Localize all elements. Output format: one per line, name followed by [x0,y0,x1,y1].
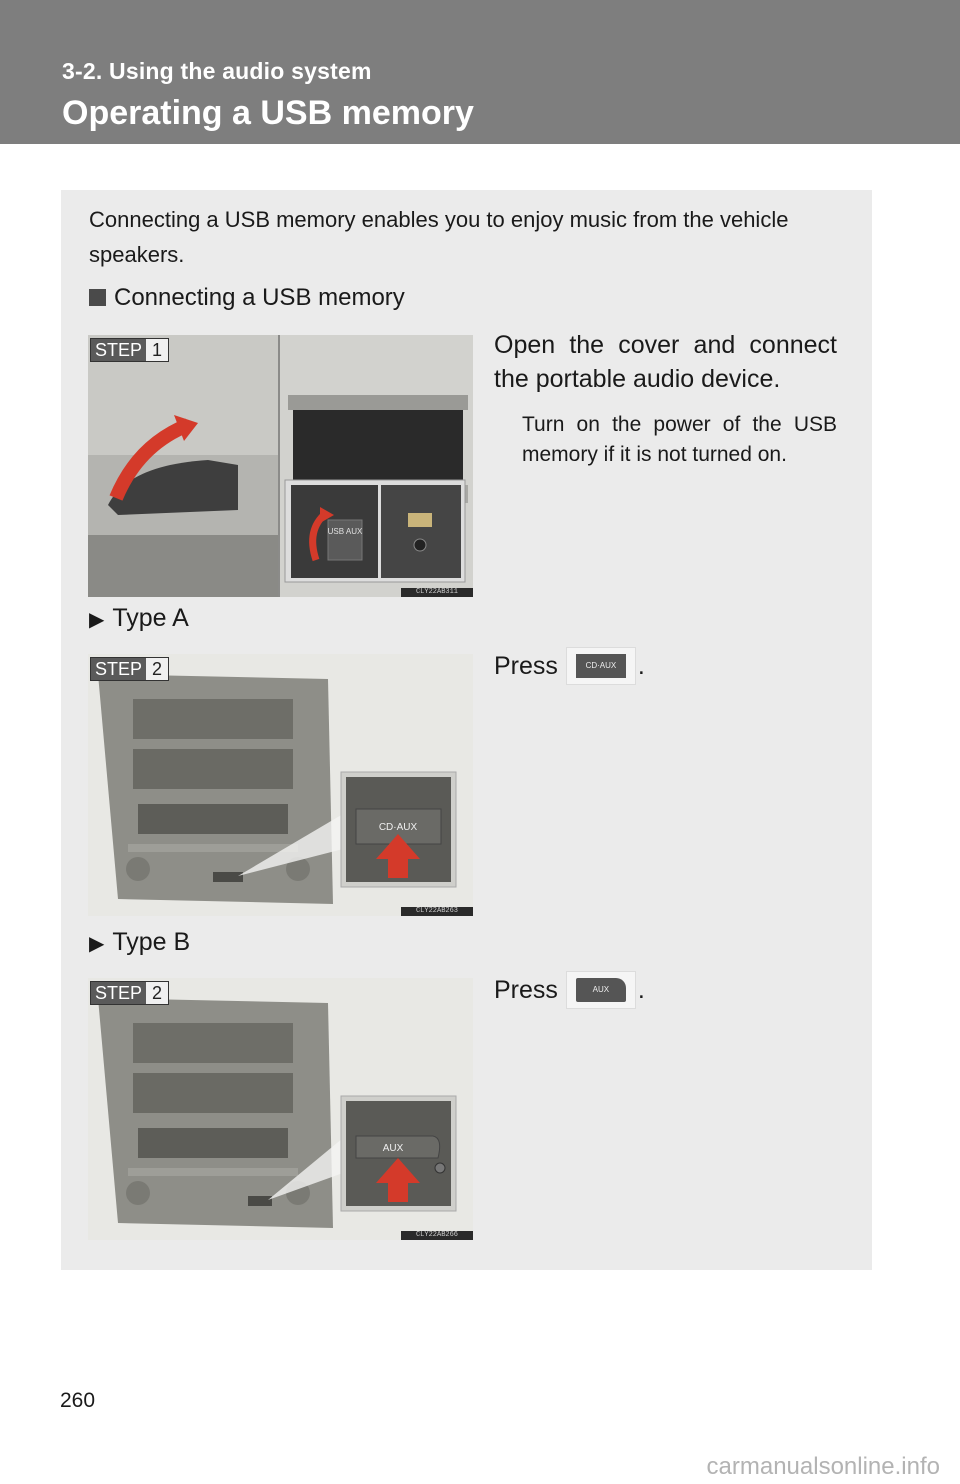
step-badge-number: 2 [146,658,168,680]
type-b-press [494,971,645,1009]
type-b-photo [88,978,473,1240]
audio-panel-illustration [88,978,473,1240]
square-bullet-icon [89,289,106,306]
triangle-bullet-icon: ▶ [89,609,105,631]
image-code: CLY22AB266 [401,1231,473,1240]
type-a-label [89,604,189,633]
section-label: 3-2. Using the audio system [62,58,372,84]
step-badge-number: 1 [146,339,168,361]
step-badge-word: STEP [91,339,146,361]
panel-button-label: CD·AUX [378,822,418,833]
subheading [89,284,405,312]
image-code: CLY22AB263 [401,907,473,916]
step-badge-word: STEP [91,658,146,680]
press-text: Press [494,976,558,1004]
audio-panel-illustration [88,654,473,916]
cd-aux-button-label: CD·AUX [576,654,626,678]
step-badge [90,657,169,681]
type-a-photo [88,654,473,916]
page-number: 260 [60,1389,96,1412]
step1-text: Open the cover and connect the portable audio device. [494,331,837,393]
panel-button-label: AUX [382,1143,404,1154]
step1-note: Turn on the power of the USB memory if it is not turned on. [522,413,837,466]
image-code: CLY22AB311 [401,588,473,597]
page-header [0,0,960,144]
intro-text: Connecting a USB memory enables you to enjoy music from the vehicle speakers. [89,207,789,267]
subheading-text: Connecting a USB memory [114,284,405,311]
step1-photo [88,335,473,597]
step-badge-number: 2 [146,982,168,1004]
console-illustration [88,335,473,597]
step-badge [90,338,169,362]
cd-aux-button-icon [566,647,636,685]
step-badge-word: STEP [91,982,146,1004]
page-title: Operating a USB memory [62,94,474,132]
type-a-press [494,647,645,685]
type-b-label [89,928,190,957]
type-a-text: Type A [112,604,189,632]
type-b-text: Type B [112,928,191,956]
aux-button-icon [566,971,636,1009]
press-period: . [637,976,645,1004]
content-panel [61,190,872,1270]
watermark: carmanualsonline.info [706,1453,940,1480]
triangle-bullet-icon: ▶ [89,933,105,955]
step-badge [90,981,169,1005]
press-text: Press [494,652,558,680]
port-label-usb: USB AUX [327,527,363,536]
press-period: . [637,652,645,680]
aux-button-label: AUX [576,978,626,1002]
